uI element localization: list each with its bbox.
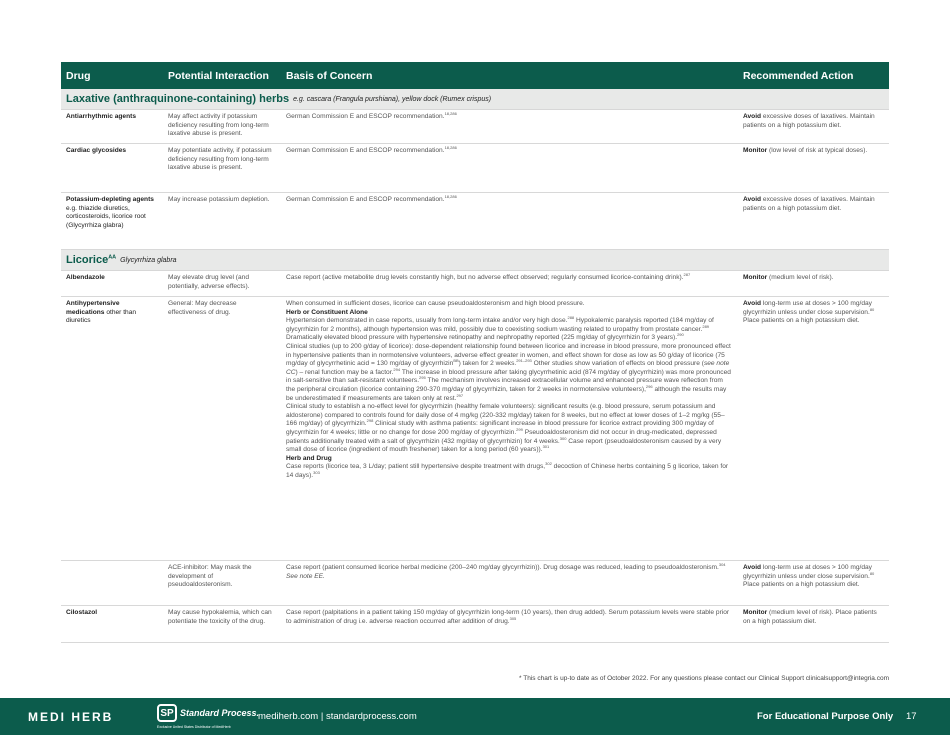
basis-cell: Case report (patient consumed licorice herbal medicine (200–240 mg/day glycyrrhizin)). Drug dosage was reduced, leading to pseudoaldosteronism.$^{304}$ See note EE.: [286, 561, 726, 580]
table-row: [61, 144, 889, 193]
header-basis: Basis of Concern: [286, 69, 373, 82]
website-links[interactable]: mediherb.com | standardprocess.com: [258, 711, 417, 722]
drug-cell: Albendazole: [66, 274, 105, 281]
page-footer: [0, 698, 950, 735]
interaction-cell: May elevate drug level (and potentially, adverse effects).: [168, 274, 250, 290]
drug-cell: Potassium-depleting agents e.g. thiazide diuretics, corticosteroids, licorice root (Glycyrrhiza glabra): [66, 196, 154, 229]
drug-cell: Antihypertensive medications other than diuretics: [66, 300, 137, 325]
basis-cell: Case report (active metabolite drug levels constantly high, but no adverse effect observed; regularly consumed licorice-containing drink).$^{287}$: [286, 271, 691, 281]
drug-cell: Cilostazol: [66, 609, 98, 616]
interaction-cell: May increase potassium depletion.: [168, 196, 270, 203]
basis-cell: German Commission E and ESCOP recommendation.$^{18,286}$: [286, 110, 457, 120]
interaction-cell: General: May decrease effectiveness of drug.: [168, 300, 237, 316]
header-action: Recommended Action: [743, 69, 854, 82]
interaction-cell: May potentiate activity, if potassium deficiency resulting from long-term laxative abuse is present.: [168, 147, 272, 172]
action-cell: Avoid long-term use at doses > 100 mg/day glycyrrhizin unless under close supervision.$^{80}$ Place patients on a high potassium diet.: [743, 564, 875, 589]
section-laxative-herbs: [61, 89, 889, 110]
table-row: [61, 193, 889, 250]
drug-cell: Cardiac glycosides: [66, 147, 127, 154]
table-row: [61, 606, 889, 643]
standard-process-tagline: Exclusive United States Distributor of MediHerb: [157, 725, 231, 729]
table-row: [61, 560, 889, 606]
interaction-table: [61, 62, 889, 643]
action-cell: Avoid long-term use at doses > 100 mg/day glycyrrhizin unless under close supervision.$^{80}$ Place patients on a high potassium diet.: [743, 300, 875, 325]
mediherb-logo: MEDI HERB: [28, 710, 114, 724]
section-title: Laxative (anthraquinone-containing) herbs: [66, 93, 290, 105]
section-title: Licorice$^{AA}$: [66, 254, 117, 266]
interaction-cell: May affect activity if potassium deficiency resulting from long-term laxative abuse is present.: [168, 113, 269, 138]
basis-cell: Case report (palpitations in a patient taking 150 mg/day of glycyrrhizin long-term (10 years), then drug added). Serum potassium levels were stable prior to administration of drug i.e. adverse reaction occurred after addition of drug.$^{305}$: [286, 609, 730, 625]
action-cell: Monitor (low level of risk at typical doses).: [743, 147, 868, 154]
sp-mark-icon: SP: [157, 704, 177, 722]
action-cell: Monitor (medium level of risk). Place patients on a high potassium diet.: [743, 609, 877, 625]
action-cell: Avoid excessive doses of laxatives. Maintain patients on a high potassium diet.: [743, 113, 875, 129]
standard-process-logo: [157, 704, 259, 722]
table-row: [61, 110, 889, 144]
standard-process-name: Standard Process.: [180, 707, 260, 718]
drug-cell: Antiarrhythmic agents: [66, 113, 136, 120]
interaction-cell: May cause hypokalemia, which can potentiate the toxicity of the drug.: [168, 609, 272, 625]
section-subtitle: Glycyrrhiza glabra: [120, 256, 177, 264]
interaction-cell: ACE-inhibitor: May mask the development of pseudoaldosteronism.: [168, 564, 252, 589]
section-licorice: [61, 250, 889, 271]
drug-cell: [61, 561, 163, 605]
disclaimer: For Educational Purpose Only: [757, 711, 894, 722]
table-row: [61, 297, 889, 560]
header-drug: Drug: [66, 69, 91, 82]
table-row: [61, 271, 889, 297]
footnote: * This chart is up-to date as of October 2022. For any questions please contact our Clinical Support clinicalsupport@integria.com: [519, 675, 889, 682]
basis-cell: When consumed in sufficient doses, licorice can cause pseudoaldosteronism and high blood pressure. Herb or Constituent Alone Hypertension demonstrated in case reports, usually from long-term intake and/or very high dose.$^{288}$ Hypokalemic paralysis reported (184 mg/day of glycyrrhizin for 2 months), although hypertension was mild, possibly due to coexisting sodium wasting related to uropathy from prostate cancer.$^{289}$ Dramatically elevated blood pressure with hypertensive retinopathy and nephropathy reported (225 mg/day of glycyrrhizin for 3 years).$^{290}$ Clinical studies (up to 200 g/day of licorice): dose-dependent relationship found between licorice and increase in blood pressure, more pronounced effect in hypertensive patients than in normotensive volunteers, adverse effect greater in women, and effect shown for dose as low as 50 g/day of licorice (75 mg/day of glycyrrhetinic acid = 130 mg/day of glycyrrhizin$^{BB}$) taken for 2 weeks.$^{291-293}$ Other studies show variation of effects on blood pressure (see note CC) – renal function may be a factor.$^{294}$ The increase in blood pressure after taking glycyrrhetinic acid (874 mg/day of glycyrrhizin) was more pronounced in salt-sensitive than salt-resistant volunteers.$^{295}$ The mechanism involves increased extracellular volume and enhanced pressure wave reflection from the peripheral circulation (licorice containing 290-370 mg/day of glycyrrhizin, taken for 2 weeks in normotensive volunteers),$^{296}$ although the results may be underestimated if measurements are taken only at rest.$^{297}$ Clinical study to establish a no-effect level for glycyrrhizin (healthy female volunteers): significant results (e.g. blood pressure, serum potassium and aldosterone) compared to controls found for daily dose of 4 mg/kg (220-332 mg/day) taken for 8 weeks, but no effect at lower doses of 1–2 mg/kg (55–166 mg/day) of glycyrrhizin.$^{298}$ Clinical study with asthma patients: significant increase in blood pressure for licorice extract providing 300 mg/day of glycyrrhizin for 4 weeks; little or no change for dose 200 mg/day of glycyrrhizin.$^{299}$ Pseudoaldosteronism did not occur in drug-medicated, depressed patients additionally treated with a salt of glycyrrhizin (432 mg/day of glycyrrhizin) for 4 weeks.$^{300}$ Case report (pseudoaldosteronism caused by a very small dose of licorice (ingredient of mouth freshener) taken for a long period (60 years)).$^{301}$ Herb and Drug Case reports (licorice tea, 3 L/day; patient still hypertensive despite treatment with drugs,$^{302}$ decoction of Chinese herbs containing 5 g licorice, taken for 14 days).$^{303}$: [286, 300, 731, 479]
page-number: 17: [906, 711, 917, 722]
table-header: [61, 62, 889, 89]
action-cell: Avoid excessive doses of laxatives. Maintain patients on a high potassium diet.: [743, 196, 875, 212]
action-cell: Monitor (medium level of risk).: [743, 274, 834, 281]
section-subtitle: e.g. cascara (Frangula purshiana), yellow dock (Rumex crispus): [293, 95, 492, 103]
header-interaction: Potential Interaction: [168, 69, 269, 82]
basis-cell: German Commission E and ESCOP recommendation.$^{18,286}$: [286, 193, 457, 203]
basis-cell: German Commission E and ESCOP recommendation.$^{18,286}$: [286, 144, 457, 154]
